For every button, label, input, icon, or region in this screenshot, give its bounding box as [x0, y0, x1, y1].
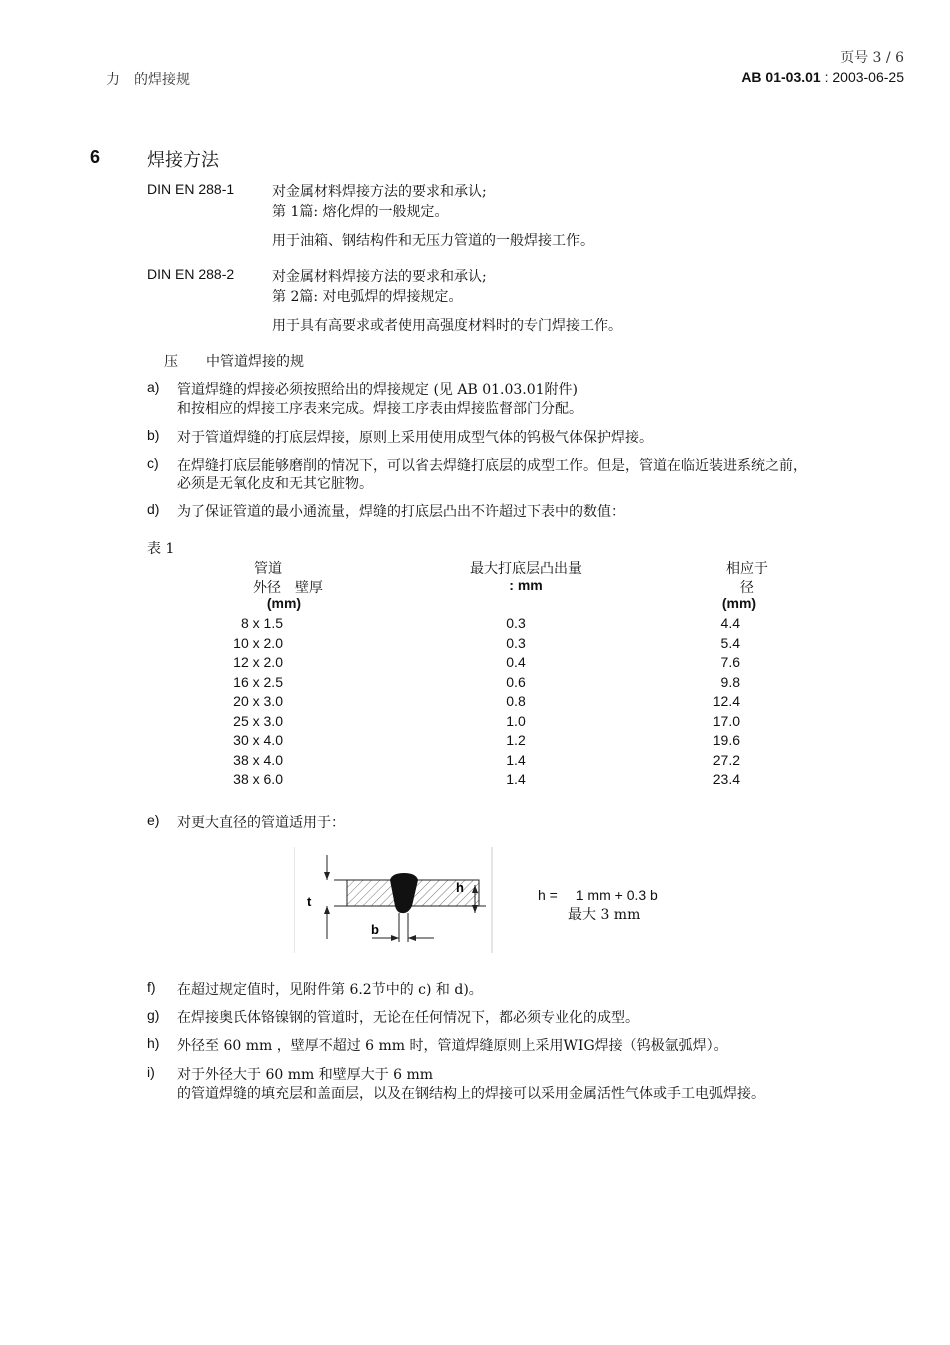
list-item-letter: a) — [147, 379, 160, 395]
list-item-text: 对于管道焊缝的打底层焊接，原则上采用使用成型气体的钨极气体保护焊接。 — [177, 430, 653, 446]
list-item-text: 的管道焊缝的填充层和盖面层，以及在钢结构上的焊接可以采用金属活性气体或手工电弧焊接。 — [177, 1086, 765, 1102]
section-number: 6 — [90, 147, 101, 167]
list-item-letter: c) — [147, 455, 159, 471]
standard-desc-line: 对金属材料焊接方法的要求和承认; — [272, 269, 487, 285]
table-cell: 0.3 — [506, 615, 526, 631]
list-item-text: 在焊接奥氏体铬镍钢的管道时，无论在任何情况下，都必须专业化的成型。 — [177, 1010, 639, 1026]
list-item-text: 对于外径大于 60 mm 和壁厚大于 6 mm — [177, 1067, 434, 1083]
list-item-text: 和按相应的焊接工序表来完成。焊接工序表由焊接监督部门分配。 — [177, 401, 583, 417]
dim-t-arrow-down — [324, 872, 330, 880]
standard-note: 用于油箱、钢结构件和无压力管道的一般焊接工作。 — [272, 233, 594, 249]
header-doc-ref — [741, 69, 904, 85]
list-item-text: 对更大直径的管道适用于： — [177, 815, 345, 831]
table-cell: 27.2 — [712, 752, 740, 768]
section-title: 焊接方法 — [147, 150, 219, 171]
table-cell: 38 x 6.0 — [233, 771, 283, 787]
list-item-text: 为了保证管道的最小通流量，焊缝的打底层凸出不许超过下表中的数值： — [177, 504, 625, 520]
weld-bead — [390, 873, 418, 913]
formula-line: h = 1 mm + 0.3 b — [538, 887, 658, 903]
list-item-letter: e) — [147, 812, 160, 828]
table-header-cell: 管道 — [254, 561, 282, 577]
table-cell: 12 x 2.0 — [233, 654, 283, 670]
table-cell: 38 x 4.0 — [233, 752, 283, 768]
weld-diagram — [294, 847, 494, 953]
list-item-text: 在焊缝打底层能够磨削的情况下，可以省去焊缝打底层的成型工作。但是，管道在临近装进系统之前， — [177, 458, 807, 474]
subheading: 压 中管道焊接的规 — [164, 354, 304, 370]
table-header-cell: 最大打底层凸出量 — [470, 561, 582, 577]
label-b: b — [371, 922, 379, 937]
table-header-cell: 外径 壁厚 — [253, 580, 323, 596]
table-cell: 1.4 — [506, 771, 526, 787]
formula-limit: 最大 3 mm — [568, 907, 641, 923]
table-header-cell: 相应于 — [726, 561, 768, 577]
table-cell: 20 x 3.0 — [233, 693, 283, 709]
table-cell: 0.8 — [506, 693, 526, 709]
table-cell: 16 x 2.5 — [233, 674, 283, 690]
table-cell: 4.4 — [720, 615, 740, 631]
standard-code: DIN EN 288-2 — [147, 266, 235, 282]
table-cell: 17.0 — [712, 713, 740, 729]
table-cell: 23.4 — [712, 771, 740, 787]
list-item-letter: g) — [147, 1007, 160, 1023]
doc-code: AB 01-03.01 — [741, 69, 821, 85]
dim-h-arrow-down — [472, 905, 478, 913]
list-item-text: 必须是无氧化皮和无其它脏物。 — [177, 476, 373, 492]
list-item-text: 外径至 60 mm ，壁厚不超过 6 mm 时，管道焊缝原则上采用WIG焊接（钨极氩弧焊）。 — [177, 1038, 728, 1054]
table-cell: 1.4 — [506, 752, 526, 768]
standard-code: DIN EN 288-1 — [147, 181, 235, 197]
list-item-letter: i) — [147, 1064, 155, 1080]
label-h: h — [456, 880, 464, 895]
standard-desc-line: 第 2篇: 对电弧焊的焊接规定。 — [272, 289, 463, 305]
table-cell: 0.4 — [506, 654, 526, 670]
table-cell: 9.8 — [720, 674, 740, 690]
table-cell: 25 x 3.0 — [233, 713, 283, 729]
table-cell: 19.6 — [712, 732, 740, 748]
list-item-text: 管道焊缝的焊接必须按照给出的焊接规定 (见 AB 01.03.01附件) — [177, 382, 579, 398]
standard-desc-line: 第 1篇: 熔化焊的一般规定。 — [272, 204, 449, 220]
table-cell: 10 x 2.0 — [233, 635, 283, 651]
dim-t-arrow-up — [324, 906, 330, 914]
doc-date: : 2003-06-25 — [820, 69, 904, 85]
table-cell: 1.2 — [506, 732, 526, 748]
table-cell: 0.6 — [506, 674, 526, 690]
page-number: 页号 3 / 6 — [840, 50, 904, 66]
list-item-letter: b) — [147, 427, 160, 443]
dim-b-arrow-left — [408, 935, 416, 941]
table-header-unit: (mm) — [721, 595, 757, 611]
table-cell: 0.3 — [506, 635, 526, 651]
dim-b-arrow-right — [391, 935, 399, 941]
table-cell: 8 x 1.5 — [240, 615, 283, 631]
table-cell: 12.4 — [712, 693, 740, 709]
header-title: 力 的焊接规 — [106, 72, 190, 88]
table-cell: 5.4 — [720, 635, 740, 651]
list-item-letter: f) — [147, 979, 156, 995]
standard-note: 用于具有高要求或者使用高强度材料时的专门焊接工作。 — [272, 318, 622, 334]
label-t: t — [307, 894, 312, 909]
list-item-letter: d) — [147, 501, 160, 517]
table-caption: 表 1 — [147, 541, 175, 557]
table-cell: 7.6 — [720, 654, 740, 670]
list-item-text: 在超过规定值时，见附件第 6.2节中的 c) 和 d)。 — [177, 982, 483, 998]
table-header-cell: 径 — [740, 580, 754, 596]
standard-desc-line: 对金属材料焊接方法的要求和承认; — [272, 184, 487, 200]
table-cell: 1.0 — [506, 713, 526, 729]
table-header-unit: : mm — [509, 577, 543, 593]
table-header-unit: (mm) — [266, 595, 302, 611]
list-item-letter: h) — [147, 1035, 160, 1051]
table-cell: 30 x 4.0 — [233, 732, 283, 748]
